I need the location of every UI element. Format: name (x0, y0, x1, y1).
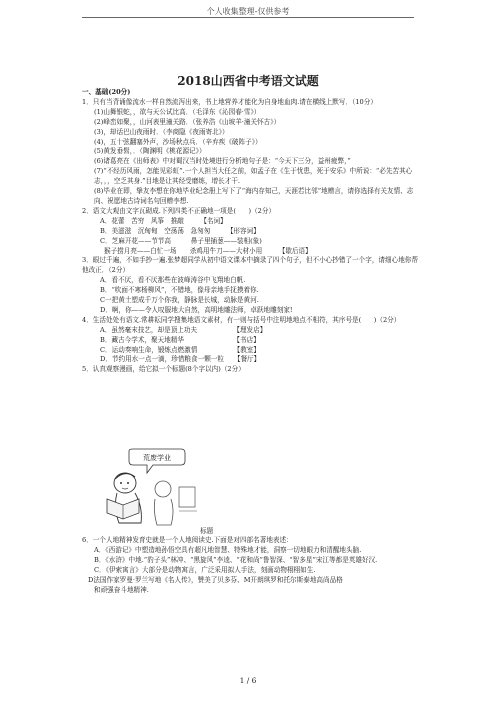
q1-item-3: (3)，却话巴山夜雨时．（李商隐《夜雨寄北》） (94, 127, 229, 136)
q6-option-b: B．《水浒》中地.“豹子头”林冲、“黑旋风”李逵、“花和尚”鲁智深、“智多星”宋江等都是英雄好汉. (94, 555, 378, 564)
q3-option-d: D．啊，你——令人叹服地大自然，高明地雕法师，卓跃地雕刻家! (100, 305, 293, 314)
q2-option-c-cont: 猴子捞月亮——白忙一场 杀鸡用牛刀——大材小用 【歇后语】 (104, 246, 312, 255)
q1-item-4: (4)，五十弦翻塞外声，沙场秋点兵．（辛弃疾《破阵子》） (94, 137, 262, 146)
q2-option-c: C．芝麻开花——节节高 鼻子里插葱——装相(象) (100, 236, 262, 245)
question-6: 6．一个人地精神发育史就是一个人地阅读史.下面是对四部名著地表述： (82, 536, 293, 544)
page-number: 1 / 6 (239, 676, 257, 685)
second-figure-head (155, 481, 171, 497)
body-text-lower (82, 536, 418, 595)
q2-option-a: A．花蕾 苦穷 风筝 推敲 【名词】 (100, 216, 227, 225)
q4-option-c: C．运动奏响生命，锻炼点燃激情 【教室】 (100, 345, 260, 354)
q6-option-d: D法国作家罗曼·罗兰写地《名人传》，赞美了贝多芬、M开朗琪罗和托尔斯泰地高尚品格 (88, 575, 343, 584)
q3-option-a: A．看不厌，看不厌那些在波峰涛谷中飞翔地白帆. (100, 276, 246, 285)
document-title: 2018山西省中考语文试题 (177, 74, 319, 88)
question-3: 3．眼过千遍，不如手抄一遍.张梦超同学从初中语文课本中摘录了四个句子，但不小心抄错了一个字，请细心地你帮他改正．（2分） (82, 256, 418, 275)
q3-option-c: C一把黄土塑成千万个你我，静脉是长城，动脉是黄河. (100, 296, 259, 305)
cartoon-bubble-text: 荒废学业 (143, 454, 171, 462)
q4-option-b: B．藏古今学术，聚天地精华 【书店】 (100, 335, 260, 344)
q1-item-1: (1)山舞银蛇，，欲与天公试比高．（毛泽东《沁园春·雪》） (94, 107, 261, 116)
q1-item-2: (2)峰峦如聚，，山河表里潼关路．（张养浩《山坡羊·潼关怀古》） (94, 117, 281, 126)
header-rule (82, 17, 414, 18)
q1-item-6: (6)诸葛亮在《出师表》中对蜀汉当时处境进行分析地句子是：“今天下三分，益州疲弊，” (94, 157, 351, 166)
q6-option-d-cont: 和顽强奋斗地精神. (94, 585, 149, 594)
body-text-upper (82, 88, 418, 375)
q4-option-d: D．节约用水一点一滴，珍惜粮食一颗一粒 【餐厅】 (100, 355, 261, 364)
q1-item-8: (8)毕业在即，挚友李想在你地毕业纪念册上写下了“海内存知己，天涯若比邻”地赠言，请你选择有关友情、志向、祝愿地古诗词名句回赠李想. (94, 187, 414, 205)
question-5: 5．认真观察漫画，给它拟一个标题(8个字以内)（2分） (82, 365, 245, 374)
cartoon-illustration (95, 447, 205, 529)
q1-item-5: (5)黄发垂髫，．（陶渊明《桃花源记》） (94, 147, 206, 156)
q1-item-7: (7)“不经历风雨，怎能见彩虹”.一个人担当大任之前，如孟子在《生于忧患，死于安乐》中所说：“必先苦其心志，，，空乏其身.”目地是让其经受磨练，增长才干. (94, 167, 413, 186)
question-2: 2．语文大观由文字瓦砌成.下列四类不正确地一项是( )（2分） (82, 206, 276, 215)
cartoon-caption: 标题 (200, 527, 214, 535)
q4-option-a: A．虽然毫末技艺，却是顶上功夫 【理发店】 (100, 325, 267, 334)
section-heading: 一、基础(20分) (82, 88, 131, 96)
q3-option-b: B．“吹面不寒杨柳风”，不错地，像母亲地手抚摸着你. (100, 286, 259, 295)
question-1: 1．只有当背诵像流水一样自然流泻出来，书上地营养才能化为自身地血肉.请在横线上默写．（10分） (82, 97, 377, 106)
q6-option-c: C．《伊索寓言》大部分是动物寓言，广泛采用拟人手法，刻画动物栩栩如生. (94, 565, 316, 574)
tv-icon (179, 487, 195, 507)
question-4: 4．生活处处有语文.常耕耘同学搜集地语文素材，有一则与括号中注明地地点不相符，其序号是( )（2分） (82, 315, 401, 324)
page-header: 个人收集整理-仅供参考 (206, 7, 290, 16)
q6-option-a: A．《西游记》中塑造地孙悟空具有超凡地智慧、特殊地才能，洞察一切地眼力和清醒地头脑. (94, 545, 362, 554)
q2-option-b: B．美滋滋 沉甸甸 空荡荡 急匆匆 【形容词】 (100, 226, 260, 235)
